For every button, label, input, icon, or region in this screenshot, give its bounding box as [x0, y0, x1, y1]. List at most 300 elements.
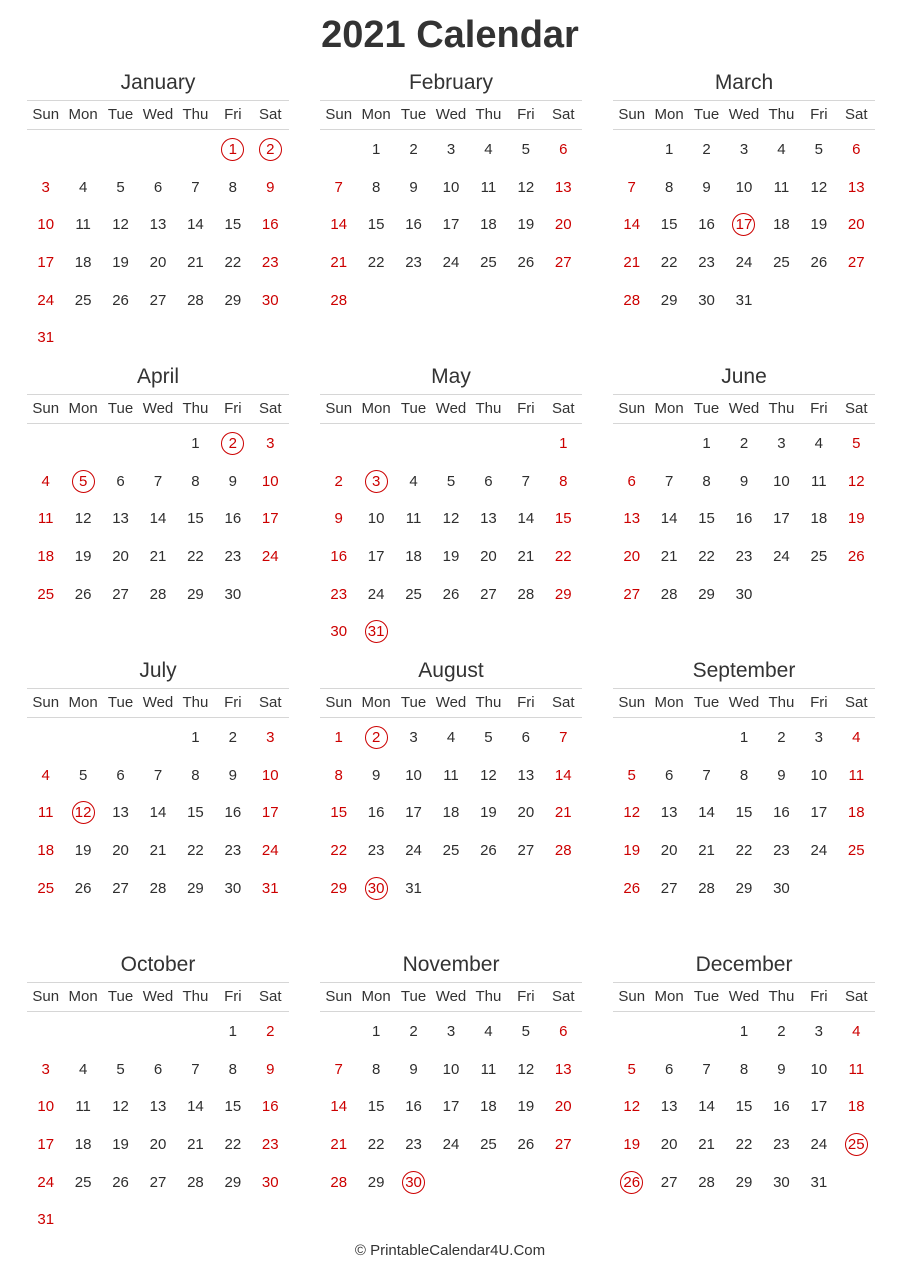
day-cell: 20 [847, 216, 865, 234]
day-grid [613, 424, 875, 613]
day-cell: 3 [266, 435, 275, 453]
day-grid [27, 424, 289, 613]
holiday-day-cell: 25 [838, 1126, 875, 1164]
day-cell: 28 [698, 1173, 715, 1191]
day-cell: 26 [810, 254, 828, 272]
day-cell: 16 [405, 1098, 422, 1116]
day-cell: 4 [41, 766, 50, 784]
day-cell: 24 [735, 254, 753, 272]
weekday-label: Tue [693, 106, 720, 123]
month-october [27, 948, 289, 1239]
weekday-header [27, 688, 289, 718]
weekday-label: Thu [475, 106, 502, 123]
empty-day-cell [395, 425, 432, 463]
day-cell: 16 [773, 1098, 790, 1116]
day-cell: 14 [698, 804, 715, 822]
weekday-label: Tue [693, 400, 720, 417]
day-cell: 17 [810, 804, 828, 822]
month-december [613, 948, 875, 1201]
day-cell: 29 [735, 879, 753, 897]
day-cell: 5 [521, 1023, 531, 1041]
weekday-label: Fri [810, 400, 828, 417]
empty-day-cell [613, 425, 650, 463]
day-cell: 1 [739, 1023, 749, 1041]
day-cell: 15 [735, 1098, 753, 1116]
day-cell: 26 [74, 585, 92, 603]
weekday-label: Fri [224, 988, 242, 1005]
day-cell: 2 [228, 729, 238, 747]
weekday-label: Mon [654, 988, 684, 1005]
day-cell: 5 [627, 766, 636, 784]
day-grid [320, 1012, 582, 1201]
day-cell: 17 [405, 804, 422, 822]
day-cell: 2 [777, 729, 786, 747]
weekday-label: Fri [810, 694, 828, 711]
day-cell: 15 [224, 216, 242, 234]
weekday-label: Thu [182, 106, 209, 123]
empty-day-cell [613, 719, 650, 757]
weekday-label: Wed [728, 400, 760, 417]
day-cell: 27 [554, 254, 572, 272]
month-name: July [139, 659, 177, 682]
day-cell: 30 [224, 879, 242, 897]
day-cell: 14 [517, 510, 535, 528]
day-cell: 7 [334, 178, 343, 196]
day-cell: 11 [848, 766, 865, 784]
day-cell: 31 [261, 879, 279, 897]
day-cell: 7 [521, 472, 531, 490]
day-cell: 18 [405, 548, 422, 566]
day-cell: 18 [74, 254, 92, 272]
day-cell: 14 [330, 1098, 348, 1116]
day-cell: 11 [848, 1060, 865, 1078]
empty-day-cell [27, 131, 64, 169]
day-cell: 3 [41, 178, 50, 196]
month-name: August [418, 659, 484, 682]
weekday-label: Mon [68, 106, 98, 123]
day-cell: 25 [480, 1136, 497, 1154]
day-cell: 6 [559, 1023, 568, 1041]
day-cell: 1 [191, 729, 200, 747]
day-cell: 31 [810, 1173, 828, 1191]
day-cell: 12 [442, 510, 460, 528]
day-cell: 5 [116, 1060, 125, 1078]
day-cell: 23 [261, 254, 279, 272]
day-cell: 25 [37, 585, 55, 603]
day-cell: 14 [187, 1098, 204, 1116]
weekday-label: Wed [142, 400, 174, 417]
weekday-label: Sat [551, 694, 575, 711]
day-grid [27, 130, 289, 357]
footer-copyright: © PrintableCalendar4U.Com [354, 1242, 546, 1259]
day-cell: 20 [554, 216, 572, 234]
month-name: February [408, 71, 494, 94]
weekday-header [613, 982, 875, 1012]
weekday-label: Sun [325, 400, 353, 417]
day-cell: 30 [330, 623, 348, 641]
day-cell: 28 [660, 585, 678, 603]
day-cell: 23 [330, 585, 348, 603]
day-cell: 20 [149, 254, 167, 272]
day-cell: 15 [187, 804, 204, 822]
weekday-label: Thu [768, 694, 795, 711]
weekday-label: Sun [325, 106, 353, 123]
day-cell: 15 [330, 804, 348, 822]
weekday-label: Mon [361, 106, 391, 123]
day-cell: 8 [702, 472, 711, 490]
day-cell: 6 [153, 1060, 163, 1078]
day-cell: 8 [559, 472, 568, 490]
day-cell: 11 [480, 178, 497, 196]
day-cell: 23 [224, 842, 242, 860]
holiday-day-cell: 2 [214, 425, 251, 463]
day-cell: 17 [261, 804, 279, 822]
day-cell: 14 [554, 766, 572, 784]
day-cell: 30 [224, 585, 242, 603]
day-cell: 15 [367, 216, 385, 234]
empty-day-cell [320, 131, 357, 169]
weekday-label: Sat [258, 694, 282, 711]
day-cell: 2 [266, 1023, 275, 1041]
weekday-label: Mon [654, 400, 684, 417]
day-cell: 4 [41, 472, 50, 490]
day-cell: 12 [623, 1098, 641, 1116]
empty-day-cell [688, 719, 725, 757]
weekday-label: Sun [32, 106, 60, 123]
day-cell: 22 [554, 548, 572, 566]
weekday-label: Tue [693, 988, 720, 1005]
holiday-day-cell: 12 [64, 794, 101, 832]
day-cell: 16 [773, 804, 790, 822]
weekday-label: Tue [400, 400, 427, 417]
day-cell: 28 [330, 291, 348, 309]
weekday-label: Fri [517, 400, 535, 417]
weekday-label: Tue [693, 694, 720, 711]
weekday-label: Sat [844, 400, 868, 417]
day-cell: 10 [442, 1060, 460, 1078]
empty-day-cell [357, 425, 394, 463]
empty-day-cell [139, 719, 176, 757]
day-cell: 7 [191, 1060, 200, 1078]
weekday-label: Wed [728, 694, 760, 711]
day-cell: 1 [371, 141, 381, 159]
day-cell: 1 [559, 435, 568, 453]
day-cell: 20 [623, 548, 641, 566]
day-cell: 18 [480, 1098, 497, 1116]
day-cell: 17 [810, 1098, 828, 1116]
day-cell: 22 [187, 548, 204, 566]
day-cell: 23 [367, 842, 385, 860]
empty-day-cell [650, 1013, 687, 1051]
day-cell: 16 [698, 216, 715, 234]
empty-day-cell [27, 425, 64, 463]
day-cell: 18 [442, 804, 460, 822]
month-july [27, 654, 289, 907]
day-cell: 7 [153, 472, 163, 490]
empty-day-cell [139, 1013, 176, 1051]
day-cell: 9 [777, 1060, 786, 1078]
day-cell: 19 [480, 804, 497, 822]
day-cell: 8 [371, 178, 381, 196]
empty-day-cell [688, 1013, 725, 1051]
day-cell: 20 [149, 1136, 167, 1154]
day-cell: 2 [334, 472, 343, 490]
holiday-day-cell: 31 [357, 613, 394, 651]
day-cell: 6 [559, 141, 568, 159]
day-cell: 14 [187, 216, 204, 234]
day-cell: 14 [660, 510, 678, 528]
weekday-label: Tue [107, 988, 134, 1005]
empty-day-cell [320, 1013, 357, 1051]
month-name: June [721, 365, 767, 388]
weekday-label: Sat [844, 988, 868, 1005]
day-cell: 3 [814, 1023, 824, 1041]
day-cell: 21 [517, 548, 535, 566]
day-cell: 30 [261, 1173, 279, 1191]
day-cell: 1 [739, 729, 749, 747]
day-cell: 24 [367, 585, 385, 603]
day-cell: 11 [405, 510, 422, 528]
day-cell: 23 [735, 548, 753, 566]
empty-day-cell [650, 719, 687, 757]
holiday-day-cell: 1 [214, 131, 251, 169]
day-cell: 10 [367, 510, 385, 528]
empty-day-cell [102, 425, 139, 463]
day-cell: 2 [702, 141, 711, 159]
day-cell: 5 [484, 729, 493, 747]
weekday-label: Sun [32, 400, 60, 417]
weekday-label: Wed [435, 694, 467, 711]
day-cell: 2 [409, 141, 418, 159]
month-name: October [120, 953, 196, 976]
day-cell: 16 [224, 510, 242, 528]
weekday-label: Thu [768, 988, 795, 1005]
day-cell: 6 [852, 141, 861, 159]
day-cell: 3 [739, 141, 749, 159]
day-cell: 3 [814, 729, 824, 747]
month-september [613, 654, 875, 907]
day-cell: 8 [739, 1060, 749, 1078]
day-cell: 18 [37, 548, 55, 566]
day-cell: 24 [405, 842, 422, 860]
day-cell: 28 [517, 585, 535, 603]
day-cell: 5 [446, 472, 456, 490]
day-cell: 18 [37, 842, 55, 860]
day-cell: 8 [191, 766, 200, 784]
day-cell: 12 [112, 216, 129, 234]
empty-day-cell [102, 131, 139, 169]
day-cell: 24 [442, 254, 460, 272]
weekday-label: Thu [475, 400, 502, 417]
day-cell: 16 [330, 548, 348, 566]
day-cell: 23 [773, 1136, 790, 1154]
day-cell: 19 [847, 510, 865, 528]
day-cell: 20 [480, 548, 497, 566]
day-cell: 18 [810, 510, 828, 528]
day-cell: 17 [261, 510, 279, 528]
day-cell: 9 [266, 178, 275, 196]
weekday-header [613, 100, 875, 130]
day-cell: 10 [810, 1060, 828, 1078]
month-name: December [695, 953, 793, 976]
day-cell: 1 [702, 435, 711, 453]
holiday-day-cell: 3 [357, 463, 394, 501]
day-cell: 12 [847, 472, 865, 490]
day-cell: 9 [266, 1060, 275, 1078]
day-cell: 16 [261, 1098, 279, 1116]
page-title: 2021 Calendar [321, 14, 579, 56]
day-cell: 16 [405, 216, 422, 234]
day-cell: 25 [405, 585, 422, 603]
day-cell: 15 [660, 216, 678, 234]
day-cell: 9 [228, 472, 238, 490]
day-cell: 17 [37, 254, 55, 272]
day-cell: 26 [112, 291, 129, 309]
day-cell: 12 [480, 766, 497, 784]
day-cell: 17 [442, 1098, 460, 1116]
day-cell: 12 [517, 178, 535, 196]
weekday-label: Sun [618, 400, 646, 417]
weekday-label: Wed [435, 106, 467, 123]
day-cell: 15 [224, 1098, 242, 1116]
day-cell: 27 [517, 842, 535, 860]
day-cell: 13 [623, 510, 641, 528]
day-cell: 29 [660, 291, 678, 309]
day-cell: 26 [623, 879, 641, 897]
day-cell: 10 [37, 216, 55, 234]
day-cell: 14 [623, 216, 641, 234]
weekday-label: Sat [844, 106, 868, 123]
holiday-day-cell: 30 [395, 1163, 432, 1201]
day-cell: 30 [261, 291, 279, 309]
day-cell: 9 [334, 510, 343, 528]
weekday-label: Wed [435, 400, 467, 417]
weekday-label: Tue [400, 694, 427, 711]
day-cell: 7 [191, 178, 200, 196]
empty-day-cell [27, 1013, 64, 1051]
day-cell: 8 [664, 178, 674, 196]
day-cell: 24 [261, 548, 279, 566]
weekday-label: Mon [68, 988, 98, 1005]
holiday-day-cell: 2 [357, 719, 394, 757]
weekday-label: Wed [142, 988, 174, 1005]
month-name: September [692, 659, 796, 682]
day-cell: 22 [735, 1136, 753, 1154]
day-cell: 22 [330, 842, 348, 860]
weekday-label: Wed [142, 694, 174, 711]
day-cell: 3 [41, 1060, 50, 1078]
day-cell: 30 [773, 879, 790, 897]
day-cell: 21 [623, 254, 641, 272]
weekday-label: Sun [32, 694, 60, 711]
day-cell: 21 [554, 804, 572, 822]
weekday-label: Sat [551, 988, 575, 1005]
day-cell: 7 [702, 766, 711, 784]
day-cell: 18 [74, 1136, 92, 1154]
day-cell: 13 [847, 178, 865, 196]
empty-day-cell [432, 425, 469, 463]
day-cell: 12 [112, 1098, 129, 1116]
day-cell: 12 [74, 510, 92, 528]
day-cell: 7 [627, 178, 636, 196]
day-cell: 4 [78, 178, 88, 196]
month-november [320, 948, 582, 1201]
day-cell: 10 [810, 766, 828, 784]
day-cell: 22 [367, 254, 385, 272]
day-cell: 5 [852, 435, 861, 453]
day-cell: 26 [517, 254, 535, 272]
day-cell: 14 [149, 510, 167, 528]
day-cell: 28 [330, 1173, 348, 1191]
month-march [613, 66, 875, 319]
weekday-label: Sun [325, 694, 353, 711]
day-cell: 11 [75, 216, 91, 234]
weekday-label: Sun [618, 694, 646, 711]
day-cell: 11 [811, 472, 827, 490]
day-cell: 6 [116, 472, 125, 490]
day-cell: 22 [224, 1136, 242, 1154]
day-cell: 14 [698, 1098, 715, 1116]
day-cell: 1 [191, 435, 200, 453]
day-cell: 20 [660, 1136, 678, 1154]
month-february [320, 66, 582, 319]
day-cell: 9 [409, 1060, 418, 1078]
weekday-label: Fri [224, 106, 242, 123]
day-cell: 19 [112, 254, 129, 272]
day-cell: 27 [149, 291, 167, 309]
day-cell: 26 [847, 548, 865, 566]
day-cell: 25 [74, 291, 92, 309]
day-cell: 2 [409, 1023, 418, 1041]
weekday-label: Wed [728, 106, 760, 123]
day-cell: 23 [405, 254, 422, 272]
day-cell: 25 [442, 842, 460, 860]
day-cell: 30 [698, 291, 715, 309]
day-cell: 11 [37, 804, 54, 822]
weekday-label: Sun [325, 988, 353, 1005]
empty-day-cell [64, 425, 101, 463]
day-cell: 19 [74, 842, 92, 860]
day-cell: 17 [367, 548, 385, 566]
day-cell: 25 [74, 1173, 92, 1191]
day-cell: 21 [660, 548, 678, 566]
day-cell: 26 [112, 1173, 129, 1191]
holiday-day-cell: 2 [252, 131, 289, 169]
weekday-label: Sun [618, 106, 646, 123]
day-cell: 8 [371, 1060, 381, 1078]
day-cell: 20 [112, 842, 129, 860]
day-cell: 21 [330, 254, 348, 272]
day-cell: 8 [228, 178, 238, 196]
day-cell: 22 [735, 842, 753, 860]
day-grid [613, 1012, 875, 1201]
day-cell: 26 [74, 879, 92, 897]
day-cell: 10 [735, 178, 753, 196]
holiday-day-cell: 26 [613, 1163, 650, 1201]
empty-day-cell [650, 425, 687, 463]
day-cell: 9 [702, 178, 711, 196]
day-cell: 23 [405, 1136, 422, 1154]
day-cell: 7 [664, 472, 674, 490]
day-cell: 9 [739, 472, 749, 490]
day-cell: 13 [149, 216, 167, 234]
day-cell: 31 [405, 879, 422, 897]
day-cell: 22 [224, 254, 242, 272]
day-cell: 8 [191, 472, 200, 490]
day-cell: 24 [442, 1136, 460, 1154]
day-cell: 2 [739, 435, 749, 453]
weekday-header [320, 394, 582, 424]
